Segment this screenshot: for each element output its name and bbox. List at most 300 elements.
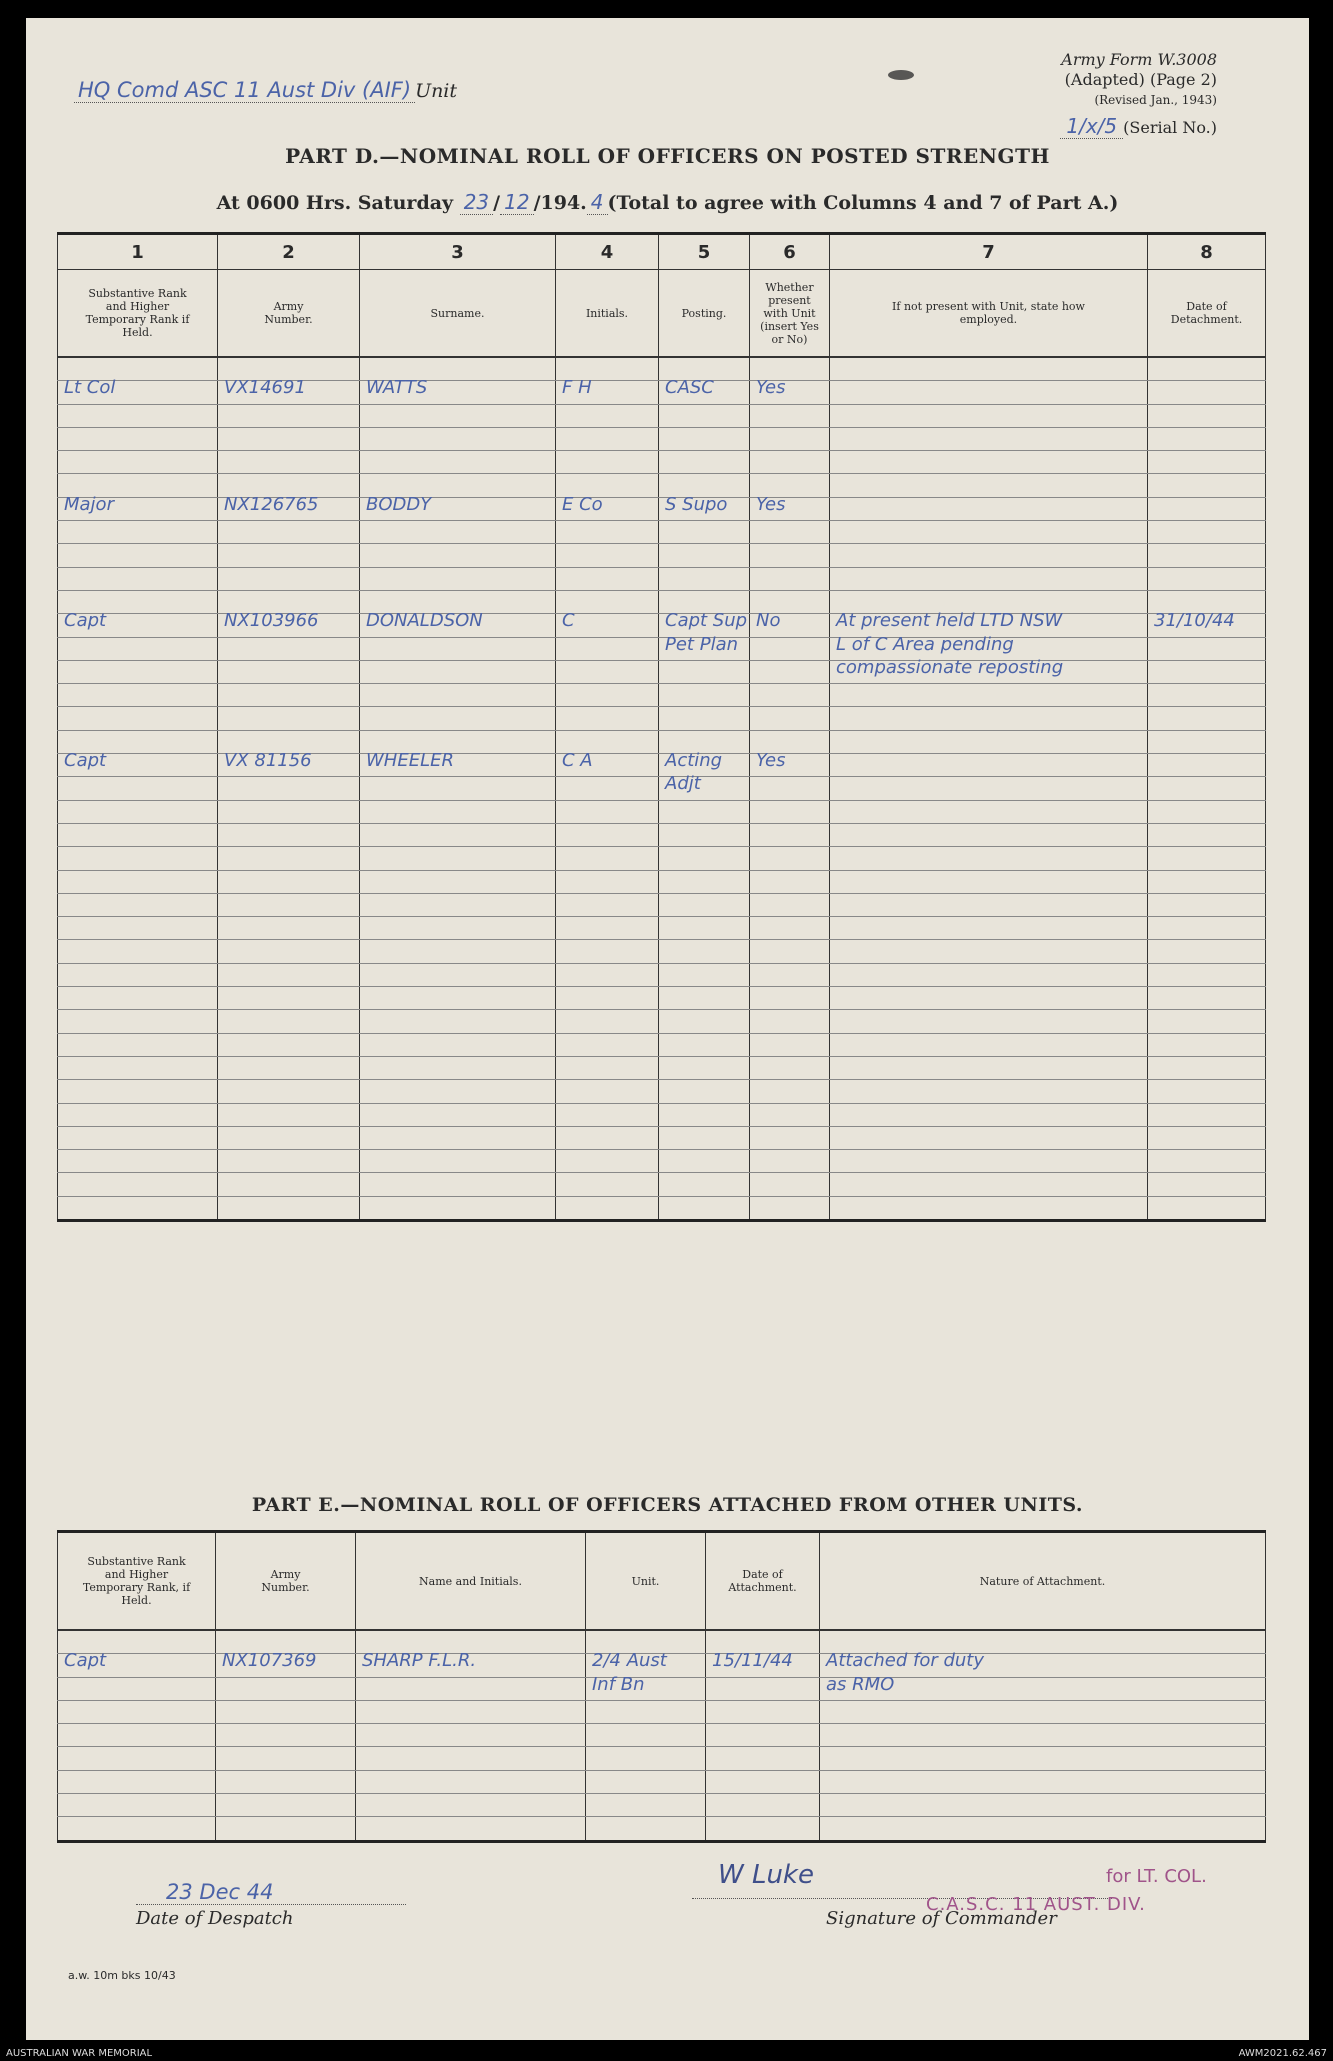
cell-initials: [556, 1010, 659, 1033]
cell-date: [706, 1770, 820, 1793]
entry-surname: BODDY: [366, 493, 432, 515]
cell-surname: [360, 493, 556, 520]
cell-date: [706, 1794, 820, 1817]
cell-surname: [360, 1056, 556, 1079]
cell-date: [1148, 823, 1266, 846]
entry-unit: 2/4 Aust: [592, 1650, 667, 1672]
cell-date: [1148, 684, 1266, 707]
cell-surname: [360, 1150, 556, 1173]
cell-date: [1148, 754, 1266, 777]
entry-present: Yes: [756, 493, 786, 515]
cell-date: [706, 1747, 820, 1770]
cell-posting: [659, 823, 750, 846]
cell-present: [750, 377, 830, 404]
cell-employed: [830, 1010, 1148, 1033]
cell-number: [216, 1650, 356, 1677]
unit-line: [74, 78, 457, 103]
cell-posting: [659, 940, 750, 963]
cell-unit: [586, 1700, 706, 1723]
cell-nature: [820, 1700, 1266, 1723]
cell-date: [1148, 497, 1266, 520]
cell-present: [750, 1196, 830, 1220]
part-d-date-line: At 0600 Hrs. Saturday 23 / 12 /194. 4 (Total to agree with Columns 4 and 7 of Part A.): [216, 190, 1119, 214]
printer-mark: a.w. 10m bks 10/43: [68, 1969, 176, 1982]
cell-present: [750, 707, 830, 730]
cell-employed: [830, 847, 1148, 870]
header-attachment-date: Date of Attachment.: [706, 1532, 820, 1631]
cell-posting: [659, 427, 750, 450]
cell-initials: [556, 893, 659, 916]
form-number: Army Form W.3008: [1061, 50, 1217, 69]
column-header-row: [58, 270, 1266, 358]
roll-line: [58, 823, 1266, 846]
cell-initials: [556, 777, 659, 800]
header-army-number: Army Number.: [218, 270, 360, 358]
cell-initials: [556, 750, 659, 777]
cell-surname: [360, 1080, 556, 1103]
cell-nature: [820, 1770, 1266, 1793]
entry-posting: CASC: [665, 377, 714, 399]
cell-initials: [556, 1033, 659, 1056]
cell-name: [356, 1700, 586, 1723]
cell-employed: [830, 707, 1148, 730]
cell-initials: [556, 940, 659, 963]
attached-line: [58, 1677, 1266, 1700]
cell-date: [1148, 917, 1266, 940]
cell-employed: [830, 893, 1148, 916]
entry-number: NX107369: [222, 1650, 317, 1672]
cell-present: [750, 963, 830, 986]
form-revised: (Revised Jan., 1943): [1094, 93, 1217, 107]
cell-initials: [556, 870, 659, 893]
cell-date: [1148, 1010, 1266, 1033]
cell-initials: [556, 567, 659, 590]
header-rank: Substantive Rank and Higher Temporary Rank, if Held.: [58, 1532, 216, 1631]
roll-line: [58, 1103, 1266, 1126]
cell-surname: [360, 544, 556, 567]
entry-date: 31/10/44: [1154, 610, 1235, 632]
roll-line: [58, 800, 1266, 823]
cell-rank: [58, 1817, 216, 1841]
cell-number: [218, 451, 360, 474]
cell-number: [218, 1126, 360, 1149]
column-number: 1: [58, 234, 218, 270]
cell-employed: [830, 474, 1148, 497]
cell-number: [216, 1724, 356, 1747]
cell-present: [750, 427, 830, 450]
cell-present: [750, 610, 830, 637]
cell-initials: [556, 1103, 659, 1126]
cell-number: [218, 750, 360, 777]
cell-employed: [830, 1173, 1148, 1196]
cell-name: [356, 1650, 586, 1677]
cell-surname: [360, 637, 556, 660]
cell-employed: [830, 567, 1148, 590]
cell-date: [1148, 1173, 1266, 1196]
cell-present: [750, 684, 830, 707]
cell-posting: [659, 660, 750, 683]
entry-posting: Capt Sup: [665, 610, 748, 632]
roll-line: [58, 1010, 1266, 1033]
cell-present: [750, 567, 830, 590]
cell-rank: [58, 1033, 218, 1056]
cell-number: [218, 377, 360, 404]
serial-handwritten: 1/x/5: [1060, 114, 1123, 139]
cell-surname: [360, 684, 556, 707]
cell-present: [750, 451, 830, 474]
column-number-row: [58, 234, 1266, 270]
cell-present: [750, 750, 830, 777]
cell-name: [356, 1817, 586, 1841]
cell-number: [218, 1103, 360, 1126]
cell-surname: [360, 893, 556, 916]
roll-line: [58, 777, 1266, 800]
roll-line: [58, 987, 1266, 1010]
year-prefix: /194.: [533, 192, 587, 214]
cell-surname: [360, 707, 556, 730]
cell-number: [218, 1010, 360, 1033]
cell-posting: [659, 870, 750, 893]
roll-line: [58, 684, 1266, 707]
attached-line: [58, 1817, 1266, 1841]
cell-date: [1148, 1196, 1266, 1220]
roll-line: [58, 381, 1266, 404]
cell-posting: [659, 544, 750, 567]
cell-rank: [58, 1080, 218, 1103]
attached-line: [58, 1794, 1266, 1817]
cell-employed: [830, 870, 1148, 893]
roll-line: [58, 1080, 1266, 1103]
cell-employed: [830, 940, 1148, 963]
cell-number: [218, 610, 360, 637]
roll-line: [58, 451, 1266, 474]
entry-employed: L of C Area pending: [836, 633, 1014, 655]
cell-rank: [58, 1650, 216, 1677]
serial-label: (Serial No.): [1123, 118, 1217, 137]
cell-rank: [58, 1056, 218, 1079]
roll-line: [58, 404, 1266, 427]
cell-number: [218, 521, 360, 544]
despatch-label: Date of Despatch: [136, 1908, 294, 1929]
stamp-division: C.A.S.C. 11 AUST. DIV.: [926, 1894, 1146, 1915]
cell-number: [218, 493, 360, 520]
entry-employed: At present held LTD NSW: [836, 610, 1063, 632]
cell-number: [216, 1700, 356, 1723]
at-suffix: (Total to agree with Columns 4 and 7 of Part A.): [607, 192, 1119, 214]
cell-present: [750, 660, 830, 683]
entry-present: Yes: [756, 377, 786, 399]
cell-date: [1148, 730, 1266, 753]
cell-present: [750, 987, 830, 1010]
cell-rank: [58, 917, 218, 940]
roll-line: [58, 1150, 1266, 1173]
archive-reference: AWM2021.62.467: [1238, 2048, 1327, 2059]
roll-line: [58, 707, 1266, 730]
cell-rank: [58, 684, 218, 707]
header-surname: Surname.: [360, 270, 556, 358]
cell-number: [218, 427, 360, 450]
cell-name: [356, 1724, 586, 1747]
cell-rank: [58, 377, 218, 404]
cell-surname: [360, 660, 556, 683]
roll-line: [58, 1196, 1266, 1220]
cell-date: [1148, 637, 1266, 660]
cell-posting: [659, 633, 750, 660]
cell-initials: [556, 800, 659, 823]
cell-date: [1148, 567, 1266, 590]
cell-present: [750, 917, 830, 940]
entry-initials: E Co: [562, 493, 603, 515]
header-rank: Substantive Rank and Higher Temporary Rank if Held.: [58, 270, 218, 358]
cell-name: [356, 1794, 586, 1817]
cell-rank: [58, 823, 218, 846]
roll-line: [58, 637, 1266, 660]
cell-initials: [556, 987, 659, 1010]
entry-initials: F H: [562, 377, 592, 399]
cell-date: [1148, 404, 1266, 427]
year-handwritten: 4: [587, 190, 608, 215]
cell-posting: [659, 1080, 750, 1103]
cell-initials: [556, 521, 659, 544]
cell-employed: [830, 544, 1148, 567]
cell-present: [750, 893, 830, 916]
cell-initials: [556, 1150, 659, 1173]
cell-posting: [659, 1126, 750, 1149]
cell-rank: [58, 404, 218, 427]
cell-posting: [659, 377, 750, 404]
cell-initials: [556, 707, 659, 730]
cell-surname: [360, 404, 556, 427]
cell-initials: [556, 637, 659, 660]
entry-nature: Attached for duty: [826, 1650, 985, 1672]
cell-unit: [586, 1794, 706, 1817]
cell-initials: [556, 427, 659, 450]
column-number: 3: [360, 234, 556, 270]
cell-posting: [659, 521, 750, 544]
cell-number: [218, 940, 360, 963]
attached-line: [58, 1700, 1266, 1723]
cell-present: [750, 404, 830, 427]
form-reference: [1061, 50, 1217, 110]
cell-rank: [58, 707, 218, 730]
header-employed: If not present with Unit, state how employed.: [830, 270, 1148, 358]
cell-present: [750, 1080, 830, 1103]
attached-line: [58, 1654, 1266, 1677]
entry-initials: C A: [562, 750, 593, 772]
cell-posting: [659, 567, 750, 590]
cell-initials: [556, 1196, 659, 1220]
cell-surname: [360, 963, 556, 986]
cell-number: [218, 870, 360, 893]
cell-date: [1148, 940, 1266, 963]
attached-line: [58, 1770, 1266, 1793]
serial-line: [1060, 114, 1217, 138]
part-d-title: PART D.—NOMINAL ROLL OF OFFICERS ON POSTED STRENGTH: [285, 144, 1050, 168]
cell-initials: [556, 823, 659, 846]
cell-present: [750, 1126, 830, 1149]
cell-date: [1148, 870, 1266, 893]
cell-unit: [586, 1747, 706, 1770]
cell-number: [218, 707, 360, 730]
cell-surname: [360, 567, 556, 590]
cell-rank: [58, 750, 218, 777]
cell-surname: [360, 1126, 556, 1149]
cell-date: [1148, 1103, 1266, 1126]
cell-surname: [360, 800, 556, 823]
roll-line: [58, 660, 1266, 683]
cell-surname: [360, 1103, 556, 1126]
column-number: 6: [750, 234, 830, 270]
cell-initials: [556, 493, 659, 520]
cell-initials: [556, 1126, 659, 1149]
column-number: 4: [556, 234, 659, 270]
cell-number: [218, 847, 360, 870]
cell-employed: [830, 381, 1148, 404]
cell-present: [750, 637, 830, 660]
day-handwritten: 23: [460, 190, 493, 215]
cell-posting: [659, 987, 750, 1010]
cell-posting: [659, 847, 750, 870]
entry-surname: WHEELER: [366, 750, 454, 772]
cell-employed: [830, 730, 1148, 753]
part-e-table: [57, 1530, 1266, 1843]
cell-posting: [659, 893, 750, 916]
cell-unit: [586, 1770, 706, 1793]
cell-date: [1148, 1056, 1266, 1079]
cell-rank: [58, 1103, 218, 1126]
roll-line: [58, 567, 1266, 590]
cell-date: [1148, 427, 1266, 450]
cell-date: [1148, 987, 1266, 1010]
header-posting: Posting.: [659, 270, 750, 358]
cell-surname: [360, 377, 556, 404]
cell-date: [706, 1677, 820, 1700]
cell-posting: [659, 1196, 750, 1220]
cell-number: [218, 660, 360, 683]
cell-surname: [360, 610, 556, 637]
cell-date: [1148, 893, 1266, 916]
cell-surname: [360, 987, 556, 1010]
cell-date: [1148, 544, 1266, 567]
cell-number: [218, 637, 360, 660]
cell-number: [218, 544, 360, 567]
cell-date: [1148, 847, 1266, 870]
header-present: Whether present with Unit (insert Yes or No): [750, 270, 830, 358]
roll-line: [58, 497, 1266, 520]
cell-posting: [659, 451, 750, 474]
despatch-date-handwritten: 23 Dec 44: [136, 1880, 406, 1905]
cell-nature: [820, 1673, 1266, 1700]
cell-posting: [659, 493, 750, 520]
cell-rank: [58, 963, 218, 986]
cell-initials: [556, 610, 659, 637]
cell-present: [750, 1033, 830, 1056]
cell-posting: [659, 1033, 750, 1056]
cell-surname: [360, 1196, 556, 1220]
cell-date: [706, 1724, 820, 1747]
cell-date: [1148, 1080, 1266, 1103]
cell-employed: [830, 497, 1148, 520]
roll-line: [58, 870, 1266, 893]
cell-initials: [556, 660, 659, 683]
cell-date: [706, 1650, 820, 1677]
cell-employed: [830, 800, 1148, 823]
cell-number: [218, 567, 360, 590]
commander-signature: W Luke: [718, 1860, 814, 1890]
roll-line: [58, 754, 1266, 777]
cell-surname: [360, 1010, 556, 1033]
roll-line: [58, 847, 1266, 870]
cell-present: [750, 870, 830, 893]
cell-employed: [830, 917, 1148, 940]
cell-rank: [58, 493, 218, 520]
cell-surname: [360, 1033, 556, 1056]
cell-initials: [556, 451, 659, 474]
cell-initials: [556, 1173, 659, 1196]
header-attachment-nature: Nature of Attachment.: [820, 1532, 1266, 1631]
cell-surname: [360, 521, 556, 544]
cell-number: [218, 1150, 360, 1173]
entry-number: NX103966: [224, 610, 319, 632]
cell-initials: [556, 847, 659, 870]
entry-rank: Major: [64, 493, 114, 515]
cell-posting: [659, 963, 750, 986]
cell-number: [218, 1033, 360, 1056]
cell-posting: [659, 707, 750, 730]
cell-present: [750, 1056, 830, 1079]
roll-line: [58, 940, 1266, 963]
cell-posting: [659, 917, 750, 940]
cell-surname: [360, 427, 556, 450]
cell-rank: [58, 893, 218, 916]
cell-present: [750, 940, 830, 963]
column-number: 5: [659, 234, 750, 270]
cell-initials: [556, 1056, 659, 1079]
cell-posting: [659, 1150, 750, 1173]
cell-date: [1148, 660, 1266, 683]
cell-date: [706, 1817, 820, 1841]
cell-number: [218, 684, 360, 707]
cell-date: [706, 1700, 820, 1723]
entry-present: No: [756, 610, 781, 632]
cell-posting: [659, 800, 750, 823]
cell-employed: [830, 451, 1148, 474]
cell-number: [218, 777, 360, 800]
cell-name: [356, 1770, 586, 1793]
cell-number: [216, 1770, 356, 1793]
cell-employed: [830, 521, 1148, 544]
cell-nature: [820, 1747, 1266, 1770]
cell-employed: [830, 427, 1148, 450]
entry-number: VX 81156: [224, 750, 312, 772]
header-initials: Initials.: [556, 270, 659, 358]
cell-date: [1148, 707, 1266, 730]
entry-initials: C: [562, 610, 575, 632]
cell-initials: [556, 963, 659, 986]
cell-rank: [58, 777, 218, 800]
cell-posting: [659, 1056, 750, 1079]
cell-employed: [830, 357, 1148, 381]
form-adapted: (Adapted) (Page 2): [1064, 70, 1217, 89]
cell-initials: [556, 404, 659, 427]
cell-rank: [58, 800, 218, 823]
cell-surname: [360, 451, 556, 474]
cell-number: [216, 1677, 356, 1700]
cell-posting: [659, 1103, 750, 1126]
cell-number: [218, 893, 360, 916]
cell-posting: [659, 404, 750, 427]
cell-present: [750, 521, 830, 544]
